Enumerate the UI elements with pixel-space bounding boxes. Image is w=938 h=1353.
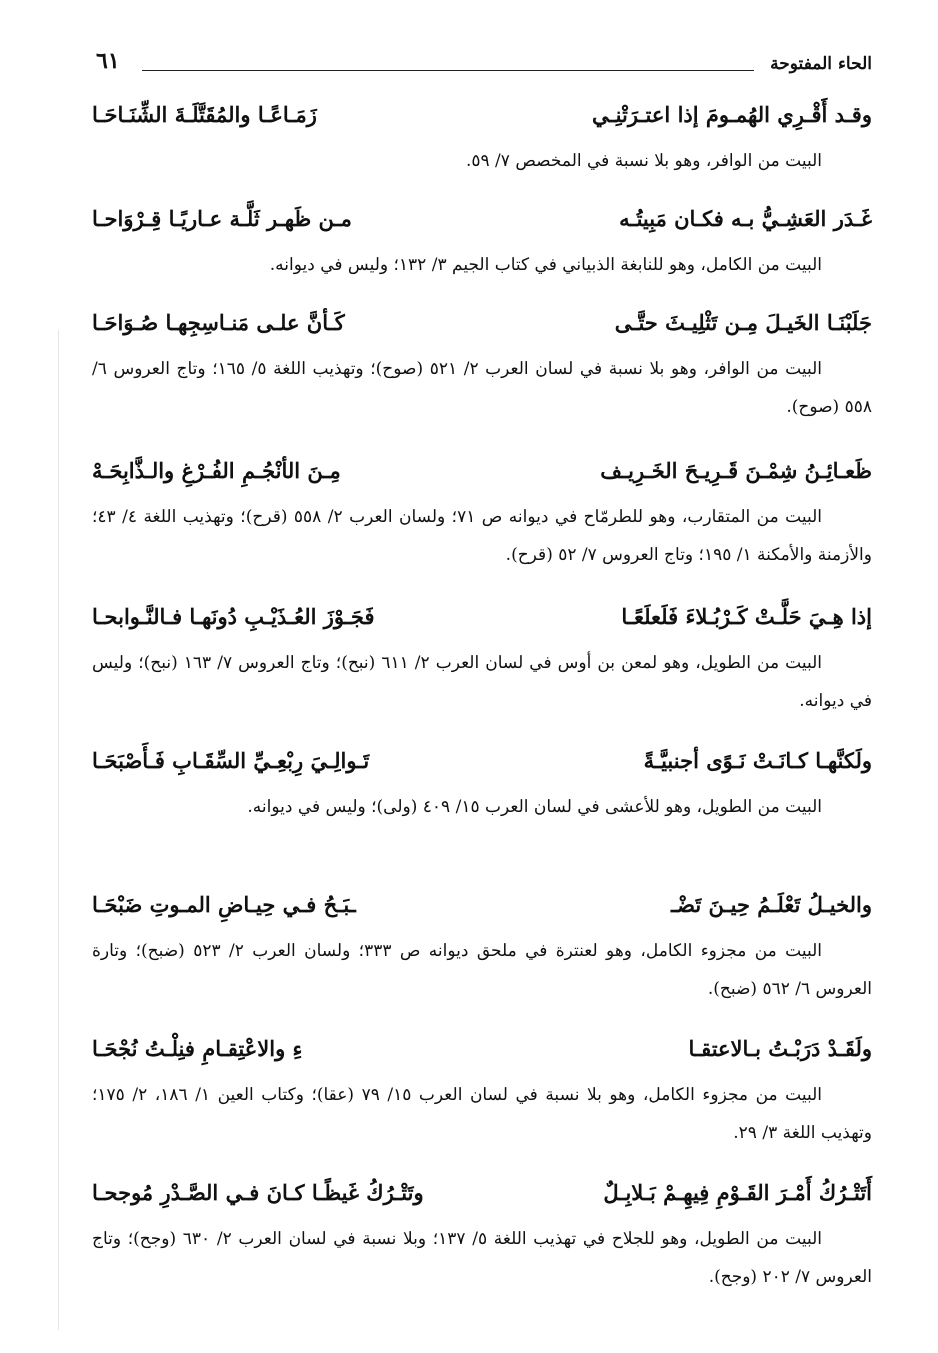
verse-note: البيت من مجزوء الكامل، وهو بلا نسبة في لسان العرب ١٥/ ٧٩ (عقا)؛ وكتاب العين ١/ ١٨٦، ٢/ ١٧٥؛ وتهذيب اللغة ٣/ ٢٩. xyxy=(92,1085,872,1143)
second-hemistich: زَمَـاعًـا والمُقَتَّلَـةَ الشِّنَـاحَـا xyxy=(92,102,317,127)
second-hemistich: وتَتْـرُكُ غَيظًـا كـانَ فـي الصَّـدْرِ مُوجحـا xyxy=(92,1180,424,1205)
verse-note: البيت من الوافر، وهو بلا نسبة في لسان العرب ٢/ ٥٢١ (صوح)؛ وتهذيب اللغة ٥/ ١٦٥؛ وتاج العروس ٦/ ٥٥٨ (صوح). xyxy=(92,359,872,417)
first-hemistich: والخيـلُ تَعْلَـمُ حِيـنَ تَضْـ xyxy=(671,892,872,917)
second-hemistich: ـبَـحُ فـي حِيـاضِ المـوتِ ضَبْحَـا xyxy=(92,892,356,917)
page-number: ٦١ xyxy=(96,48,120,74)
second-hemistich: مِـنَ الأنْجُـمِ الفُـرْغِ والـذَّابِحَـهْ xyxy=(92,458,341,483)
verse-note: البيت من الطويل، وهو للأعشى في لسان العرب ١٥/ ٤٠٩ (ولى)؛ وليس في ديوانه. xyxy=(247,797,822,817)
verse-note: البيت من الكامل، وهو للنابغة الذبياني في كتاب الجيم ٣/ ١٣٢؛ وليس في ديوانه. xyxy=(269,255,822,275)
second-hemistich: مـن ظَهـر ثَلَّـة عـاريًـا قِـرْوَاحـا xyxy=(92,206,352,231)
verse-note: البيت من المتقارب، وهو للطرمّاح في ديوانه ص ٧١؛ ولسان العرب ٢/ ٥٥٨ (قرح)؛ وتهذيب اللغة ٤/ ٤٣؛ والأزمنة والأمكنة ١/ ١٩٥؛ وتاج العروس ٧/ ٥٢ (قرح). xyxy=(92,507,872,565)
verse-note: البيت من الطويل، وهو لمعن بن أوس في لسان العرب ٢/ ٦١١ (نبح)؛ وتاج العروس ٧/ ١٦٣ (نبح)؛ وليس في ديوانه. xyxy=(92,653,872,711)
first-hemistich: جَلَبْنَـا الخَيـلَ مِـن تَثْلِيـثَ حتَّـى xyxy=(614,310,872,335)
second-hemistich: تَـوالِـيَ رِبْعِـيِّ السِّقَـابِ فَـأَصْبَحَـا xyxy=(92,748,370,773)
verse-line xyxy=(92,300,872,350)
verse-line xyxy=(92,882,872,932)
verse-line xyxy=(92,448,872,498)
verse-note: البيت من مجزوء الكامل، وهو لعنترة في ملحق ديوانه ص ٣٣٣؛ ولسان العرب ٢/ ٥٢٣ (ضبح)؛ وتارة العروس ٦/ ٥٦٢ (ضبح). xyxy=(92,941,872,999)
page-header xyxy=(92,48,872,88)
first-hemistich: غَـدَر العَشِـيُّ بـه فكـان مَبِيتُـه xyxy=(619,206,872,231)
second-hemistich: كَـأنَّ علـى مَنـاسِجِهـا صُـوَاحَـا xyxy=(92,310,345,335)
verse-line xyxy=(92,1170,872,1220)
verse-line xyxy=(92,92,872,142)
second-hemistich: فَجَـوْزَ العُـذَيْـبِ دُونَهـا فـالنَّـوابحـا xyxy=(92,604,375,629)
verse-note: البيت من الوافر، وهو بلا نسبة في المخصص ٧/ ٥٩. xyxy=(465,151,822,171)
margin-line xyxy=(58,330,59,1330)
verse-line xyxy=(92,196,872,246)
verse-note: البيت من الطويل، وهو للجلاح في تهذيب اللغة ٥/ ١٣٧؛ وبلا نسبة في لسان العرب ٢/ ٦٣٠ (وجح)؛ وتاج العروس ٧/ ٢٠٢ (وجح). xyxy=(92,1229,872,1287)
verse-entries xyxy=(92,92,872,1322)
first-hemistich: أَتَتْـرُكُ أَمْـرَ القَـوْمِ فِيهِـمْ بَـلابِـلٌ xyxy=(603,1180,872,1205)
verse-line xyxy=(92,738,872,788)
first-hemistich: ولَقَـدْ دَرَبْـتُ بـالاعتقـا xyxy=(688,1036,872,1061)
first-hemistich: ظَعـائِـنُ شِمْـنَ قَـرِيـحَ الخَـرِيـف xyxy=(600,458,872,483)
first-hemistich: وقـد أَقْـرِي الهُمـومَ إذا اعتـرَتْنِـي xyxy=(591,102,872,127)
verse-line xyxy=(92,594,872,644)
verse-line xyxy=(92,1026,872,1076)
header-rule xyxy=(142,70,754,71)
second-hemistich: ءِ والاعْتِقـامِ فنِلْـتُ نُجْحَـا xyxy=(92,1036,303,1061)
first-hemistich: إذا هِـيَ حَلَّـتْ كَـرْبُـلاءَ فَلَعلَعًـا xyxy=(621,604,872,629)
running-head: الحاء المفتوحة xyxy=(770,54,872,74)
first-hemistich: ولَكنَّهـا كـانَـتْ نَـوًى أجنبيَّـةً xyxy=(643,748,872,773)
